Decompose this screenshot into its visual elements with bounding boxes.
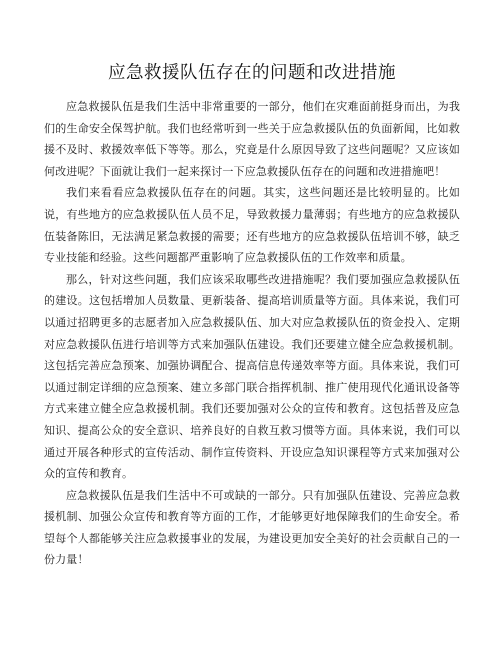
document-title: 应急救援队伍存在的问题和改进措施 [108,63,396,83]
document-page [44,0,460,571]
paragraph-intro: 应急救援队伍是我们生活中非常重要的一部分，他们在灾难面前挺身而出，为我们的生命安全保驾护航。我们也经常听到一些关于应急救援队伍的负面新闻，比如救援不及时、救援效率低下等等。那么，究竟是什么原因导致了这些问题呢？又应该如何改进呢？下面就让我们一起来探讨一下应急救援队伍存在的问题和改进措施吧！ [44,100,460,178]
document-body [44,96,460,571]
paragraph-problems: 我们来看看应急救援队伍存在的问题。其实，这些问题还是比较明显的。比如说，有些地方的应急救援队伍人员不足，导致救援力量薄弱；有些地方的应急救援队伍装备陈旧，无法满足紧急救援的需要；还有些地方的应急救援队伍培训不够，缺乏专业技能和经验。这些问题都严重影响了应急救援队伍的工作效率和质量。 [44,186,460,265]
paragraph-measures: 那么，针对这些问题，我们应该采取哪些改进措施呢？我们要加强应急救援队伍的建设。这包括增加人员数量、更新装备、提高培训质量等方面。具体来说，我们可以通过招聘更多的志愿者加入应急救援队伍、加大对应急救援队伍的资金投入、定期对应急救援队伍进行培训等方式来加强队伍建设。我们还要建立健全应急救援机制。这包括完善应急预案、加强协调配合、提高信息传递效率等方面。具体来说，我们可以通过制定详细的应急预案、建立多部门联合指挥机制、推广使用现代化通讯设备等方式来建立健全应急救援机制。我们还要加强对公众的宣传和教育。这包括普及应急知识、提高公众的安全意识、培养良好的自救互救习惯等方面。具体来说，我们可以通过开展各种形式的宣传活动、制作宣传资料、开设应急知识课程等方式来加强对公众的宣传和教育。 [44,272,460,481]
paragraph-conclusion: 应急救援队伍是我们生活中不可或缺的一部分。只有加强队伍建设、完善应急救援机制、加强公众宣传和教育等方面的工作，才能够更好地保障我们的生命安全。希望每个人都能够关注应急救援事业的发展，为建设更加安全美好的社会贡献自己的一份力量！ [44,488,460,567]
